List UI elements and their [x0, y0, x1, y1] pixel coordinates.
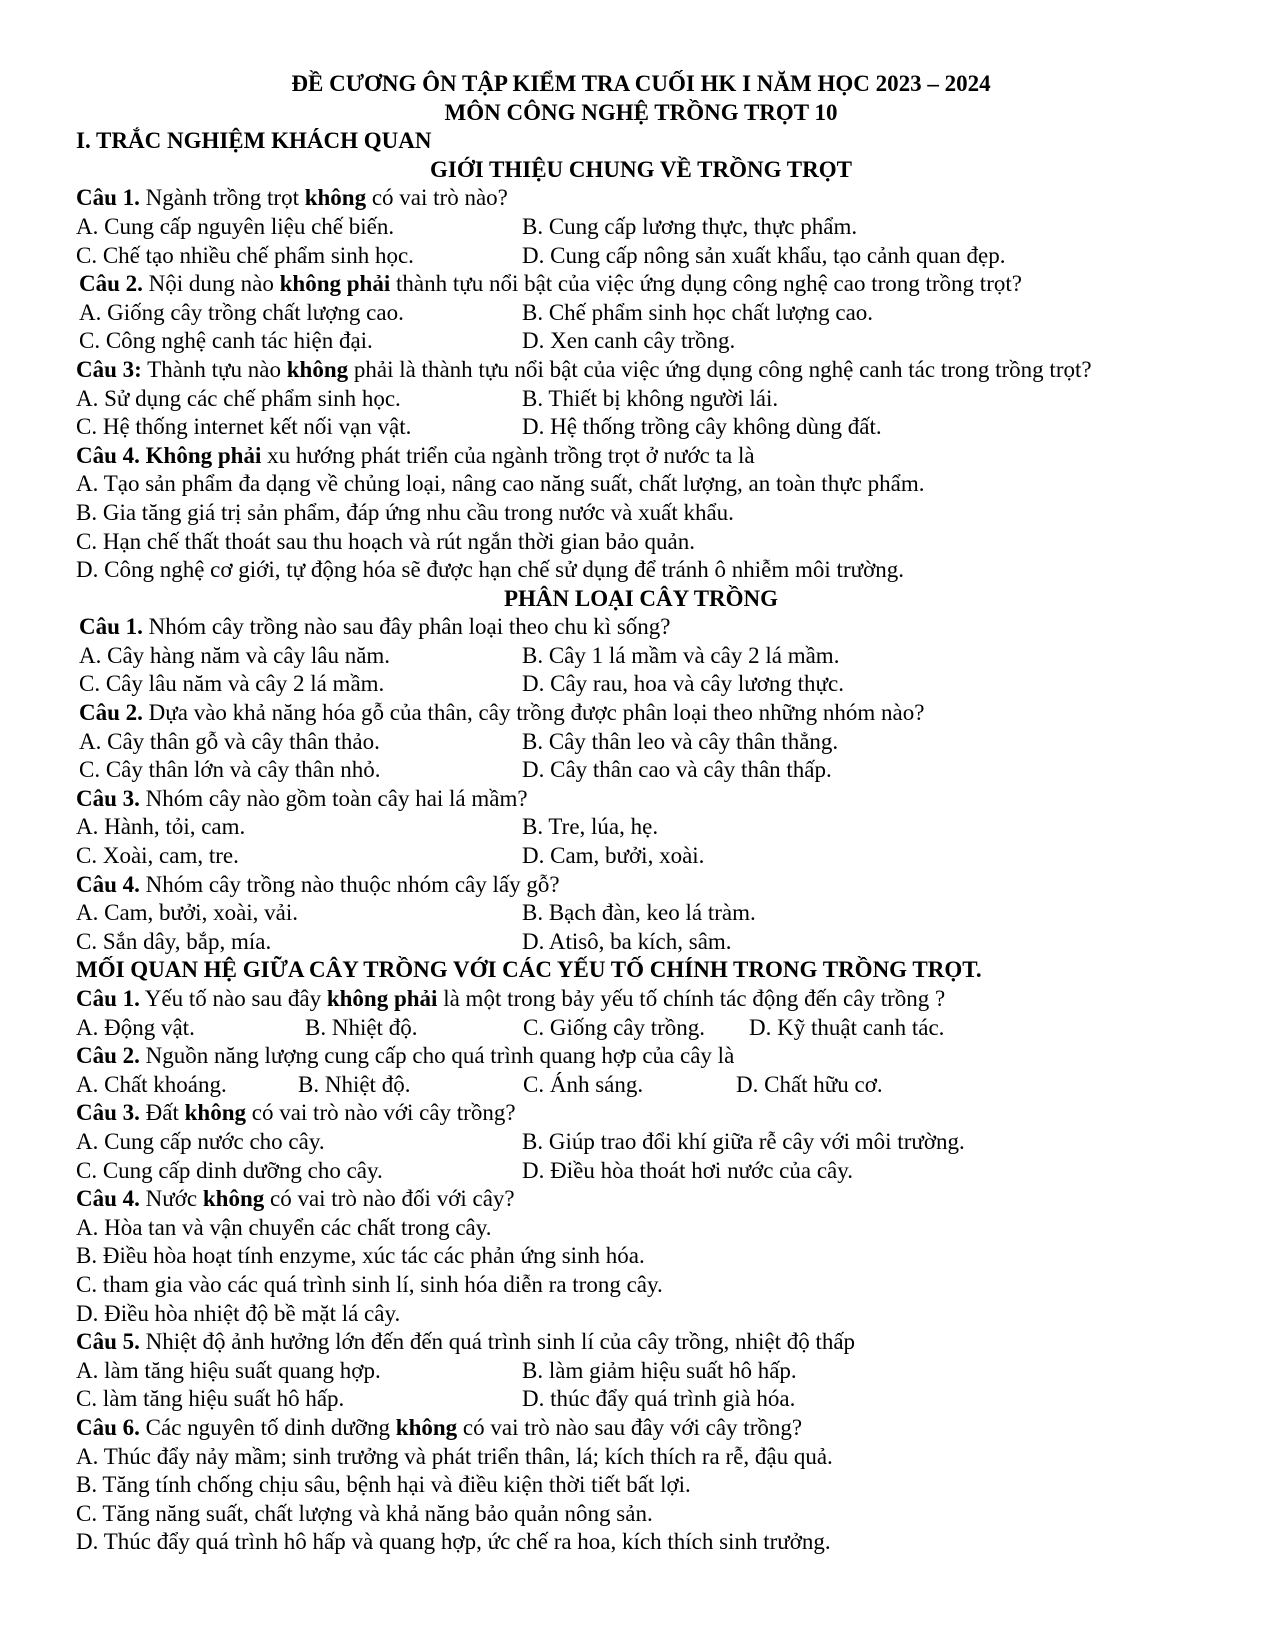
option-b: B. Bạch đàn, keo lá tràm.: [522, 900, 756, 926]
option-c: C. Sắn dây, bắp, mía.: [76, 928, 272, 954]
question: Câu 3: Thành tựu nào không phải là thành tựu nổi bật của việc ứng dụng công nghệ canh tác trong trồng trọt?: [76, 356, 1092, 382]
option-a: A. Tạo sản phẩm đa dạng về chủng loại, nâng cao năng suất, chất lượng, an toàn thực phẩm.: [76, 471, 925, 497]
option-d: D. Thúc đẩy quá trình hô hấp và quang hợp, ức chế ra hoa, kích thích sinh trưởng.: [76, 1529, 831, 1555]
option-d: D. Cung cấp nông sản xuất khẩu, tạo cảnh quan đẹp.: [522, 242, 1006, 268]
option-a: A. Thúc đẩy nảy mầm; sinh trưởng và phát triển thân, lá; kích thích ra rễ, đậu quả.: [76, 1443, 833, 1469]
question: Câu 2. Dựa vào khả năng hóa gỗ của thân, cây trồng được phân loại theo những nhóm nào?: [79, 700, 925, 726]
question: Câu 3. Nhóm cây nào gồm toàn cây hai lá mầm?: [76, 785, 528, 811]
options-row: [76, 642, 1206, 671]
section-heading: MỐI QUAN HỆ GIỮA CÂY TRỒNG VỚI CÁC YẾU TỐ CHÍNH TRONG TRỒNG TRỌT.: [76, 957, 982, 983]
option-c: C. Hạn chế thất thoát sau thu hoạch và rút ngắn thời gian bảo quản.: [76, 528, 695, 554]
option-d: D. Điều hòa thoát hơi nước của cây.: [522, 1157, 853, 1183]
option-b: B. Giúp trao đổi khí giữa rễ cây với môi trường.: [522, 1128, 965, 1154]
question-number: Câu 4.: [76, 1186, 140, 1212]
question-number: Câu 1.: [76, 986, 140, 1011]
option-c: C. Cây thân lớn và cây thân nhỏ.: [79, 757, 381, 783]
options-row: [76, 670, 1206, 699]
option-a: A. Cung cấp nước cho cây.: [76, 1128, 325, 1154]
question: Câu 4. Không phải xu hướng phát triển của ngành trồng trọt ở nước ta là: [76, 442, 755, 468]
options-row: [76, 813, 1206, 842]
option-c: C. Hệ thống internet kết nối vạn vật.: [76, 414, 412, 440]
question: Câu 5. Nhiệt độ ảnh hưởng lớn đến đến quá trình sinh lí của cây trồng, nhiệt độ thấp: [76, 1329, 856, 1355]
option-d: D. Kỹ thuật canh tác.: [749, 1014, 945, 1040]
option-c: C. Chế tạo nhiều chế phẩm sinh học.: [76, 242, 414, 268]
option-c: C. tham gia vào các quá trình sinh lí, sinh hóa diễn ra trong cây.: [76, 1271, 663, 1297]
option-b: B. Tăng tính chống chịu sâu, bệnh hại và điều kiện thời tiết bất lợi.: [76, 1472, 691, 1498]
options-row: [76, 385, 1206, 414]
option-a: A. Hành, tỏi, cam.: [76, 814, 246, 840]
options-row: [76, 242, 1206, 271]
option-a: A. Hòa tan và vận chuyển các chất trong cây.: [76, 1214, 492, 1240]
option-c: C. Ánh sáng.: [523, 1071, 644, 1097]
part-heading: I. TRẮC NGHIỆM KHÁCH QUAN: [76, 128, 432, 154]
subject-title: MÔN CÔNG NGHỆ TRỒNG TRỌT 10: [444, 99, 838, 125]
question: Câu 4. Nước không có vai trò nào đối với cây?: [76, 1186, 515, 1212]
option-d: D. Atisô, ba kích, sâm.: [522, 928, 732, 954]
option-c: C. Cung cấp dinh dưỡng cho cây.: [76, 1157, 383, 1183]
question: Câu 1. Yếu tố nào sau đây không phải là một trong bảy yếu tố chính tác động đến cây trồng ?: [76, 986, 946, 1011]
question-number: Câu 4.: [76, 442, 140, 468]
section-heading: GIỚI THIỆU CHUNG VỀ TRỒNG TRỌT: [430, 156, 852, 182]
question-number: Câu 2.: [79, 700, 143, 726]
option-a: A. Cây thân gỗ và cây thân thảo.: [79, 728, 380, 754]
options-row: [76, 1357, 1206, 1386]
document-title: ĐỀ CƯƠNG ÔN TẬP KIỂM TRA CUỐI HK I NĂM HỌC 2023 – 2024: [291, 71, 991, 96]
question: Câu 1. Nhóm cây trồng nào sau đây phân loại theo chu kì sống?: [79, 614, 671, 640]
emphasis: không: [202, 1186, 265, 1212]
option-c: C. Giống cây trồng.: [523, 1014, 706, 1040]
question-number: Câu 2.: [79, 271, 143, 297]
section-heading: PHÂN LOẠI CÂY TRỒNG: [503, 585, 779, 611]
option-b: B. làm giảm hiệu suất hô hấp.: [522, 1357, 797, 1383]
option-c: C. Cây lâu năm và cây 2 lá mầm.: [79, 671, 385, 697]
option-a: A. Cây hàng năm và cây lâu năm.: [79, 642, 391, 668]
option-d: D. Công nghệ cơ giới, tự động hóa sẽ được hạn chế sử dụng để tránh ô nhiễm môi trường.: [76, 557, 904, 583]
question: Câu 2. Nội dung nào không phải thành tựu nổi bật của việc ứng dụng công nghệ cao trong trồng trọt?: [79, 271, 1022, 297]
options-row: [76, 1385, 1206, 1414]
question-number: Câu 1.: [76, 185, 140, 211]
options-row: [76, 899, 1206, 928]
option-d: D. thúc đẩy quá trình già hóa.: [522, 1386, 796, 1412]
question-number: Câu 3:: [76, 356, 142, 382]
emphasis: không: [395, 1414, 458, 1440]
question: Câu 6. Các nguyên tố dinh dưỡng không có vai trò nào sau đây với cây trồng?: [76, 1414, 803, 1440]
question-number: Câu 2.: [76, 1043, 140, 1069]
question: Câu 3. Đất không có vai trò nào với cây trồng?: [76, 1100, 516, 1126]
document-content: [76, 70, 1206, 1557]
options-row: [76, 1071, 1206, 1100]
options-row: [76, 299, 1206, 328]
options-row: [76, 213, 1206, 242]
question-number: Câu 5.: [76, 1329, 140, 1355]
option-b: B. Thiết bị không người lái.: [522, 385, 779, 411]
option-b: B. Tre, lúa, hẹ.: [522, 814, 659, 840]
option-d: D. Điều hòa nhiệt độ bề mặt lá cây.: [76, 1300, 401, 1326]
question-number: Câu 4.: [76, 871, 140, 897]
option-b: B. Cung cấp lương thực, thực phẩm.: [522, 213, 858, 239]
option-b: B. Gia tăng giá trị sản phẩm, đáp ứng nhu cầu trong nước và xuất khẩu.: [76, 499, 734, 525]
options-row: [76, 1157, 1206, 1186]
option-b: B. Điều hòa hoạt tính enzyme, xúc tác các phản ứng sinh hóa.: [76, 1243, 645, 1269]
question: Câu 1. Ngành trồng trọt không có vai trò nào?: [76, 185, 508, 211]
option-d: D. Cây thân cao và cây thân thấp.: [522, 757, 832, 783]
question-number: Câu 1.: [79, 614, 143, 640]
option-c: C. Tăng năng suất, chất lượng và khả năng bảo quản nông sản.: [76, 1500, 653, 1526]
option-b: B. Chế phẩm sinh học chất lượng cao.: [522, 299, 874, 325]
option-a: A. Cam, bưởi, xoài, vải.: [76, 900, 299, 926]
emphasis: không: [184, 1100, 246, 1126]
option-a: A. Sử dụng các chế phẩm sinh học.: [76, 385, 401, 411]
options-row: [76, 728, 1206, 757]
option-d: D. Cam, bưởi, xoài.: [522, 843, 705, 869]
options-row: [76, 1128, 1206, 1157]
emphasis: không phải: [279, 271, 391, 297]
option-a: A. Giống cây trồng chất lượng cao.: [79, 299, 404, 325]
option-b: B. Nhiệt độ.: [305, 1014, 418, 1040]
option-c: C. Công nghệ canh tác hiện đại.: [79, 328, 373, 354]
options-row: [76, 756, 1206, 785]
option-b: B. Cây thân leo và cây thân thẳng.: [522, 728, 839, 754]
option-b: B. Nhiệt độ.: [298, 1071, 411, 1097]
option-a: A. Chất khoáng.: [76, 1071, 227, 1097]
option-d: D. Hệ thống trồng cây không dùng đất.: [522, 414, 882, 440]
option-a: A. Động vật.: [76, 1014, 195, 1040]
question: Câu 2. Nguồn năng lượng cung cấp cho quá trình quang hợp của cây là: [76, 1043, 735, 1069]
option-d: D. Xen canh cây trồng.: [522, 328, 736, 354]
emphasis: không: [286, 356, 349, 382]
emphasis: không: [304, 185, 367, 211]
emphasis: không phải: [326, 986, 438, 1011]
question-number: Câu 3.: [76, 785, 140, 811]
options-row: [76, 413, 1206, 442]
options-row: [76, 928, 1206, 957]
option-a: A. Cung cấp nguyên liệu chế biến.: [76, 213, 395, 239]
option-d: D. Cây rau, hoa và cây lương thực.: [522, 671, 844, 697]
question-number: Câu 6.: [76, 1414, 140, 1440]
question-number: Câu 3.: [76, 1100, 140, 1126]
option-b: B. Cây 1 lá mầm và cây 2 lá mầm.: [522, 642, 840, 668]
options-row: [76, 327, 1206, 356]
options-row: [76, 842, 1206, 871]
emphasis: Không phải: [139, 442, 262, 468]
question: Câu 4. Nhóm cây trồng nào thuộc nhóm cây lấy gỗ?: [76, 871, 560, 897]
option-a: A. làm tăng hiệu suất quang hợp.: [76, 1357, 381, 1383]
option-c: C. làm tăng hiệu suất hô hấp.: [76, 1386, 345, 1412]
option-d: D. Chất hữu cơ.: [736, 1071, 883, 1097]
options-row: [76, 1014, 1206, 1043]
option-c: C. Xoài, cam, tre.: [76, 843, 239, 869]
